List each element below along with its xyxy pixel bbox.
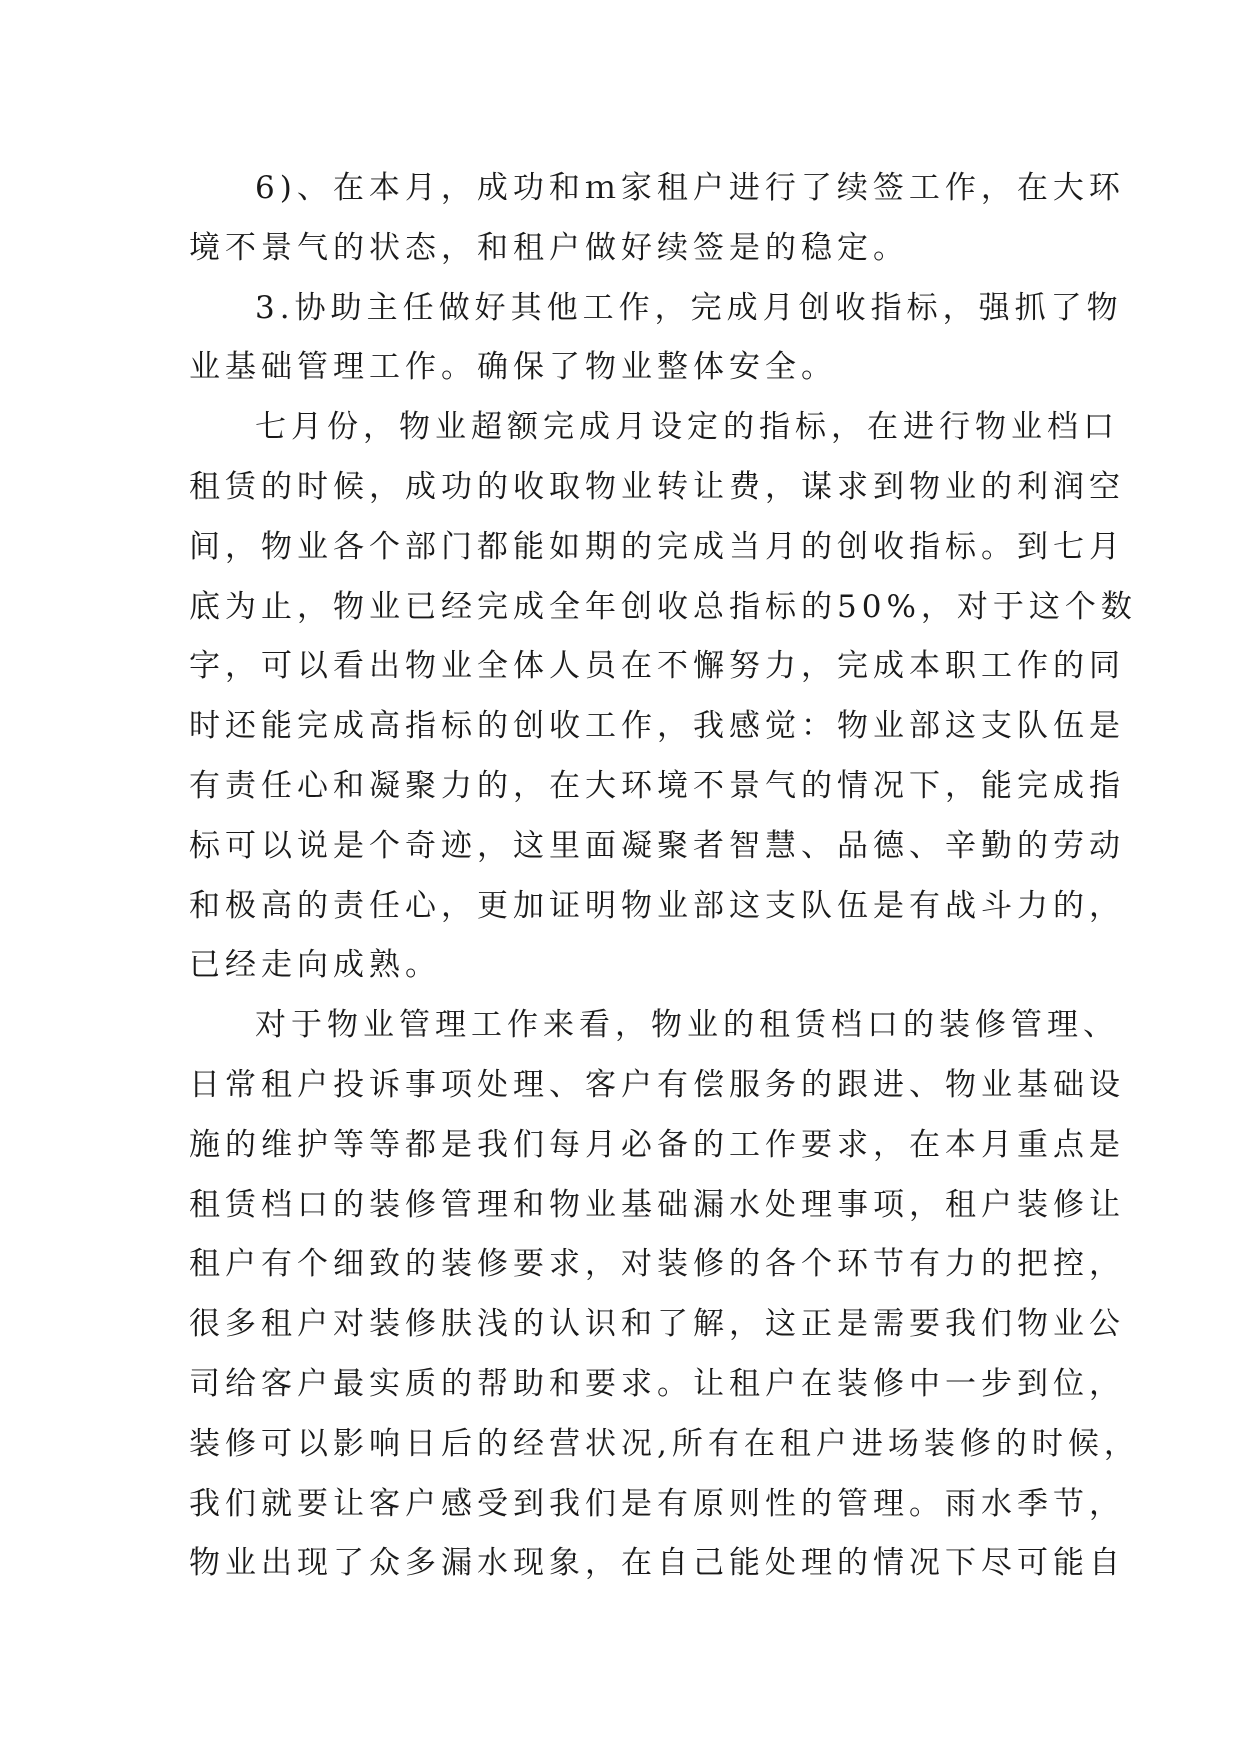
paragraph-line: 底为止，物业已经完成全年创收总指标的50%，对于这个数 <box>189 588 1137 625</box>
paragraph-line: 间，物业各个部门都能如期的完成当月的创收指标。到七月 <box>189 528 1125 565</box>
paragraph-line: 已经走向成熟。 <box>189 947 441 984</box>
paragraph-line: 我们就要让客户感受到我们是有原则性的管理。雨水季节， <box>189 1485 1125 1522</box>
paragraph-line: 日常租户投诉事项处理、客户有偿服务的跟进、物业基础设 <box>189 1066 1125 1103</box>
paragraph-line: 业基础管理工作。确保了物业整体安全。 <box>189 349 837 386</box>
paragraph-line: 租赁档口的装修管理和物业基础漏水处理事项，租户装修让 <box>189 1186 1125 1223</box>
paragraph-line: 装修可以影响日后的经营状况,所有在租户进场装修的时候， <box>189 1425 1140 1462</box>
paragraph-line: 租户有个细致的装修要求，对装修的各个环节有力的把控， <box>189 1246 1125 1283</box>
paragraph-line: 6)、在本月，成功和ｍ家租户进行了续签工作，在大环 <box>255 170 1125 206</box>
paragraph-line: 标可以说是个奇迹，这里面凝聚者智慧、品德、辛勤的劳动 <box>189 827 1125 864</box>
paragraph-line: 和极高的责任心，更加证明物业部这支队伍是有战斗力的， <box>189 887 1125 924</box>
paragraph-line: 有责任心和凝聚力的，在大环境不景气的情况下，能完成指 <box>189 767 1125 804</box>
paragraph-line: 司给客户最实质的帮助和要求。让租户在装修中一步到位， <box>189 1365 1125 1402</box>
document-body <box>189 159 1140 1594</box>
paragraph-line: 对于物业管理工作来看，物业的租赁档口的装修管理、 <box>255 1007 1119 1044</box>
paragraph-line: 物业出现了众多漏水现象，在自己能处理的情况下尽可能自 <box>189 1545 1125 1582</box>
paragraph-line: 施的维护等等都是我们每月必备的工作要求，在本月重点是 <box>189 1126 1125 1163</box>
paragraph-line: 租赁的时候，成功的收取物业转让费，谋求到物业的利润空 <box>189 468 1125 505</box>
paragraph-line: 3.协助主任做好其他工作，完成月创收指标，强抓了物 <box>255 289 1123 326</box>
paragraph-line: 很多租户对装修肤浅的认识和了解，这正是需要我们物业公 <box>189 1306 1125 1343</box>
paragraph-line: 七月份，物业超额完成月设定的指标，在进行物业档口 <box>255 409 1119 446</box>
paragraph-line: 时还能完成高指标的创收工作，我感觉：物业部这支队伍是 <box>189 708 1125 745</box>
paragraph-line: 境不景气的状态，和租户做好续签是的稳定。 <box>189 229 909 266</box>
paragraph-line: 字，可以看出物业全体人员在不懈努力，完成本职工作的同 <box>189 648 1125 685</box>
